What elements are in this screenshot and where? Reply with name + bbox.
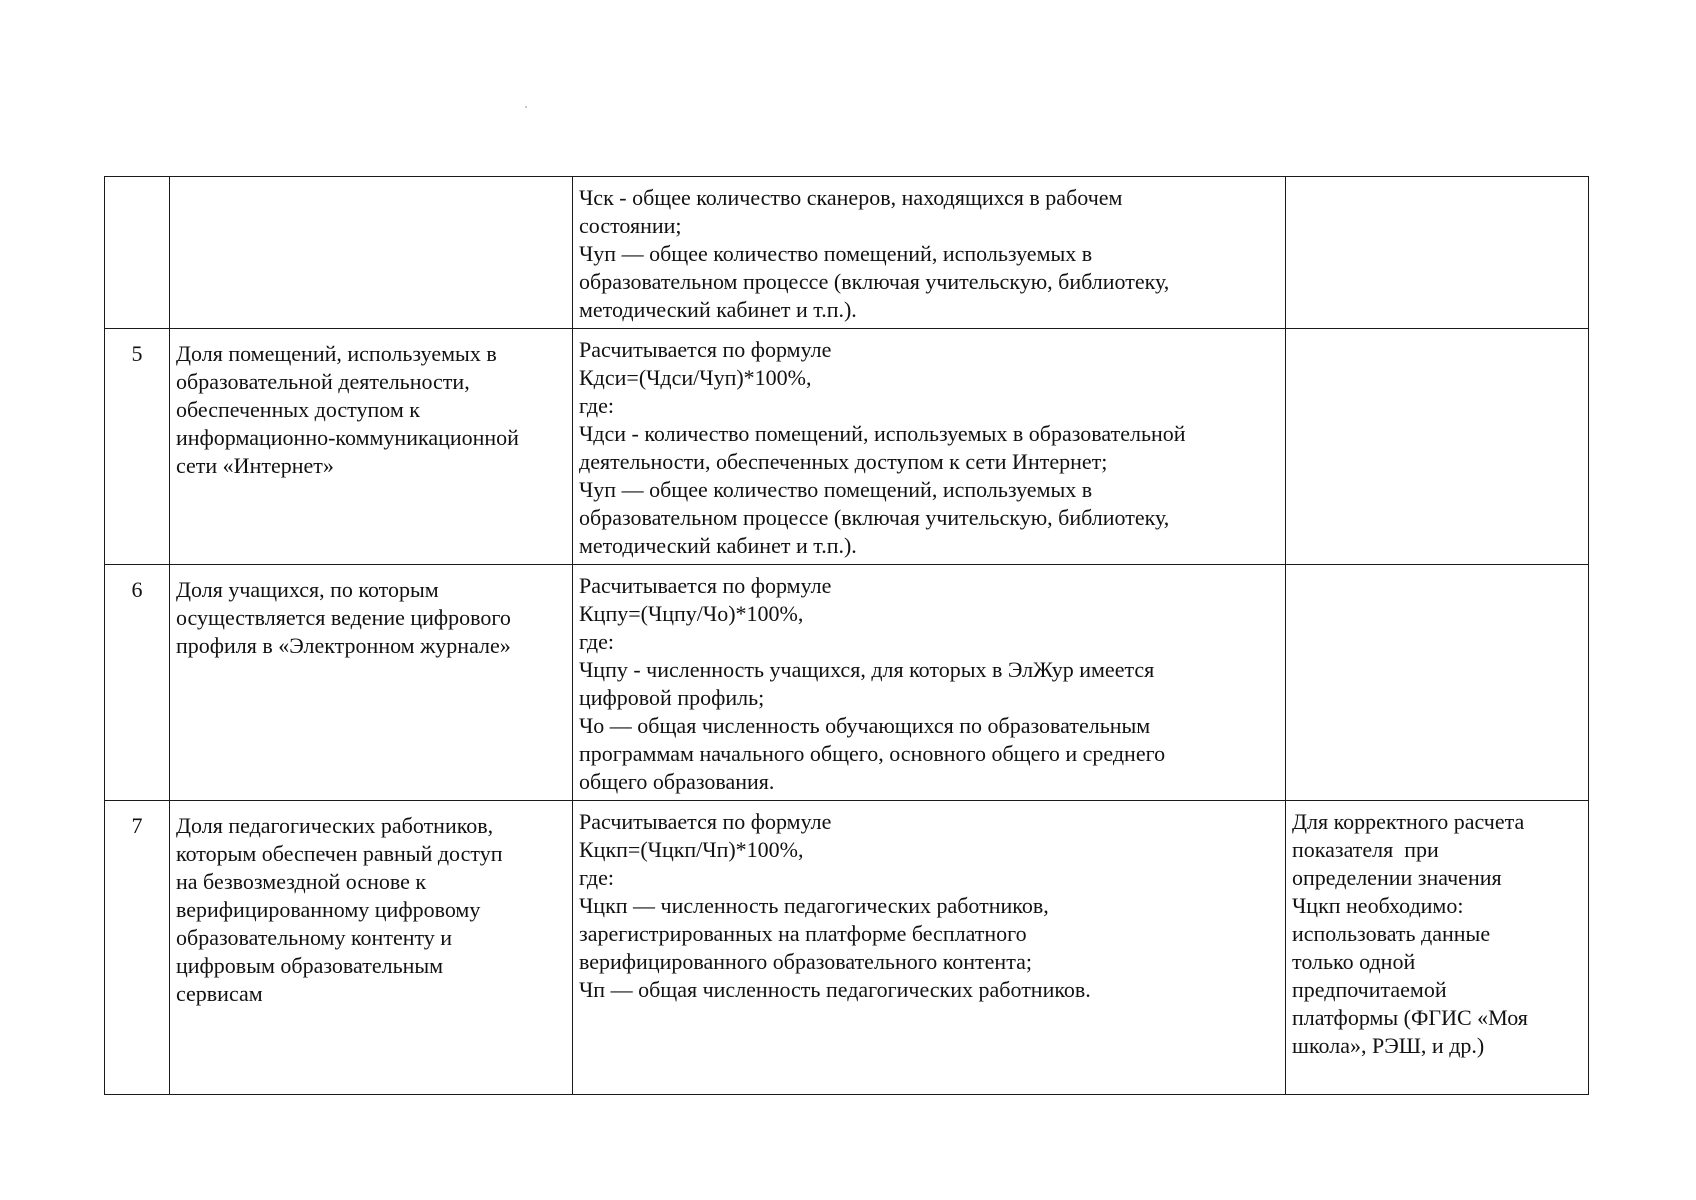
indicator-line: образовательному контенту и — [176, 925, 453, 950]
note-line: показателя при — [1292, 837, 1439, 862]
note-line: предпочитаемой — [1292, 977, 1447, 1002]
note-cell — [1286, 565, 1589, 801]
note-line: только одной — [1292, 949, 1416, 974]
indicator-cell — [170, 329, 573, 565]
formula-line: Чдси - количество помещений, используемых в образовательной — [579, 421, 1186, 446]
formula-line: Расчитывается по формуле — [579, 337, 832, 362]
formula-line: образовательном процессе (включая учительскую, библиотеку, — [579, 505, 1170, 530]
indicator-line: профиля в «Электронном журнале» — [176, 633, 511, 658]
scan-speck — [525, 106, 527, 108]
formula-line: Расчитывается по формуле — [579, 573, 832, 598]
indicator-line: на безвозмездной основе к — [176, 869, 427, 894]
formula-line: где: — [579, 393, 614, 418]
formula-line: Чуп — общее количество помещений, используемых в — [579, 477, 1093, 502]
note-line: использовать данные — [1292, 921, 1491, 946]
formula-cell — [573, 801, 1286, 1095]
row-number-cell — [105, 565, 170, 801]
note-cell — [1286, 177, 1589, 329]
formula-line: Чуп — общее количество помещений, используемых в — [579, 241, 1093, 266]
note-cell — [1286, 801, 1589, 1095]
indicator-line: образовательной деятельности, — [176, 369, 470, 394]
table-row — [105, 565, 1589, 801]
indicator-cell — [170, 177, 573, 329]
row-number: 6 — [131, 577, 143, 602]
row-number-cell — [105, 177, 170, 329]
formula-line: верифицированного образовательного контента; — [579, 949, 1032, 974]
table-row — [105, 801, 1589, 1095]
formula-line: Чп — общая численность педагогических работников. — [579, 977, 1091, 1002]
formula-cell — [573, 565, 1286, 801]
indicator-line: информационно-коммуникационной — [176, 425, 519, 450]
indicator-line: цифровым образовательным — [176, 953, 444, 978]
row-number-cell — [105, 329, 170, 565]
indicator-cell — [170, 565, 573, 801]
table-row — [105, 329, 1589, 565]
formula-line: методический кабинет и т.п.). — [579, 533, 857, 558]
indicator-line: осуществляется ведение цифрового — [176, 605, 511, 630]
indicator-line: Доля педагогических работников, — [176, 813, 494, 838]
formula-line: Кдси=(Чдси/Чуп)*100%, — [579, 365, 812, 390]
formula-line: программам начального общего, основного общего и среднего — [579, 741, 1166, 766]
formula-line: состоянии; — [579, 213, 682, 238]
note-cell — [1286, 329, 1589, 565]
row-number: 5 — [131, 341, 143, 366]
formula-line: где: — [579, 865, 614, 890]
formula-line: Чо — общая численность обучающихся по образовательным — [579, 713, 1151, 738]
indicator-line: которым обеспечен равный доступ — [176, 841, 503, 866]
note-line: Для корректного расчета — [1292, 809, 1525, 834]
indicators-table — [104, 176, 1589, 1095]
indicator-line: Доля учащихся, по которым — [176, 577, 439, 602]
formula-line: Кцкп=(Чцкп/Чп)*100%, — [579, 837, 804, 862]
formula-line: образовательном процессе (включая учительскую, библиотеку, — [579, 269, 1170, 294]
note-line: платформы (ФГИС «Моя — [1292, 1005, 1528, 1030]
formula-line: методический кабинет и т.п.). — [579, 297, 857, 322]
formula-line: Расчитывается по формуле — [579, 809, 832, 834]
formula-line: зарегистрированных на платформе бесплатного — [579, 921, 1027, 946]
formula-line: Кцпу=(Чцпу/Чо)*100%, — [579, 601, 804, 626]
indicator-line: Доля помещений, используемых в — [176, 341, 497, 366]
formula-cell — [573, 177, 1286, 329]
formula-line: деятельности, обеспеченных доступом к сети Интернет; — [579, 449, 1108, 474]
formula-line: Чск - общее количество сканеров, находящихся в рабочем — [579, 185, 1123, 210]
table-row — [105, 177, 1589, 329]
formula-line: где: — [579, 629, 614, 654]
indicator-cell — [170, 801, 573, 1095]
indicator-line: обеспеченных доступом к — [176, 397, 420, 422]
row-number-cell — [105, 801, 170, 1095]
note-line: определении значения — [1292, 865, 1502, 890]
formula-cell — [573, 329, 1286, 565]
formula-line: общего образования. — [579, 769, 775, 794]
note-line: школа», РЭШ, и др.) — [1292, 1033, 1485, 1058]
note-line: Чцкп необходимо: — [1292, 893, 1464, 918]
formula-line: Чцкп — численность педагогических работников, — [579, 893, 1049, 918]
formula-line: цифровой профиль; — [579, 685, 765, 710]
indicator-line: верифицированному цифровому — [176, 897, 481, 922]
formula-line: Чцпу - численность учащихся, для которых в ЭлЖур имеется — [579, 657, 1155, 682]
row-number: 7 — [131, 813, 143, 838]
indicator-line: сервисам — [176, 981, 263, 1006]
indicator-line: сети «Интернет» — [176, 453, 334, 478]
